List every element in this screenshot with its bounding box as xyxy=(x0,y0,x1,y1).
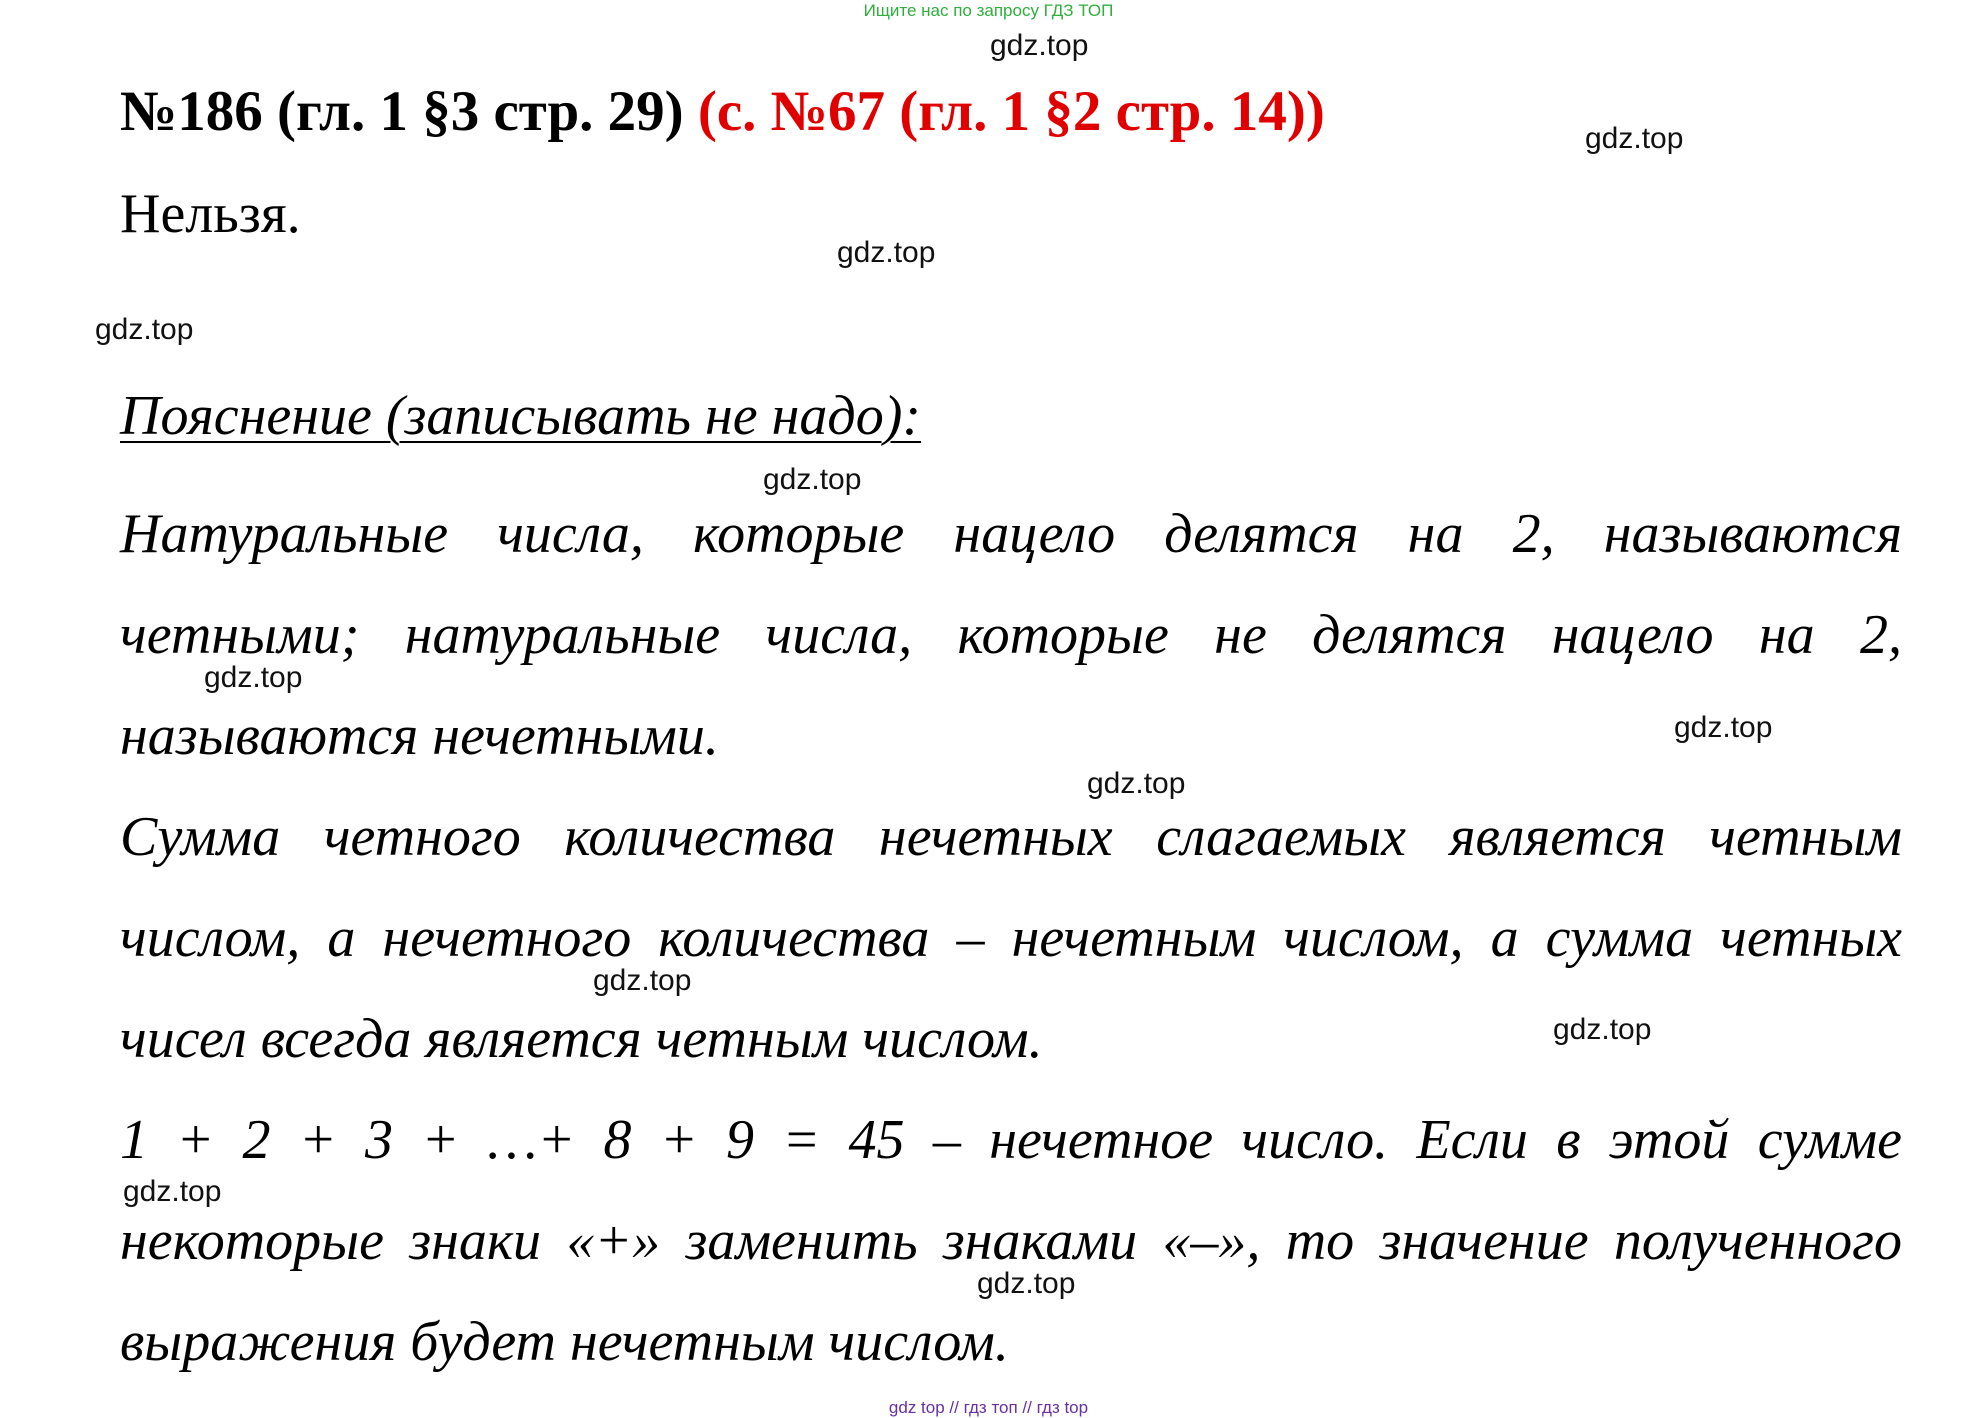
bottom-banner: gdz top // гдз топ // гдз top xyxy=(888,1398,1089,1417)
answer-text: Нельзя. xyxy=(120,183,301,245)
watermark: gdz.top xyxy=(1674,711,1773,744)
watermark: gdz.top xyxy=(977,1267,1076,1300)
top-banner: Ищите нас по запросу ГДЗ ТОП xyxy=(863,1,1114,20)
watermark: gdz.top xyxy=(593,964,692,997)
watermark: gdz.top xyxy=(95,313,194,346)
watermark: gdz.top xyxy=(123,1175,222,1208)
watermark: gdz.top xyxy=(763,463,862,496)
task-reference: (с. №67 (гл. 1 §2 стр. 14)) xyxy=(697,80,1325,143)
task-number: №186 (гл. 1 §3 стр. 29) xyxy=(120,80,684,143)
watermark: gdz.top xyxy=(837,236,936,269)
watermark: gdz.top xyxy=(1087,767,1186,800)
watermark: gdz.top xyxy=(990,29,1089,62)
task-heading xyxy=(120,78,1325,146)
watermark: gdz.top xyxy=(1585,122,1684,155)
watermark: gdz.top xyxy=(1553,1013,1652,1046)
watermark: gdz.top xyxy=(204,661,303,694)
explanation-paragraph: Натуральные числа, которые нацело делятся на 2, называются четными; натуральные числа, которые не делятся нацело на 2, называются нечетными. xyxy=(120,503,1902,767)
explanation-paragraph: Сумма четного количества нечетных слагаемых является четным числом, а нечетного количества – нечетным числом, а сумма четных чисел всегда является четным числом. xyxy=(120,806,1902,1070)
explanation-body xyxy=(120,484,1902,1393)
explanation-paragraph: 1 + 2 + 3 + …+ 8 + 9 = 45 – нечетное число. Если в этой сумме некоторые знаки «+» заменить знаками «–», то значение полученного выражения будет нечетным числом. xyxy=(120,1109,1902,1373)
explanation-title: Пояснение (записывать не надо): xyxy=(120,385,922,447)
